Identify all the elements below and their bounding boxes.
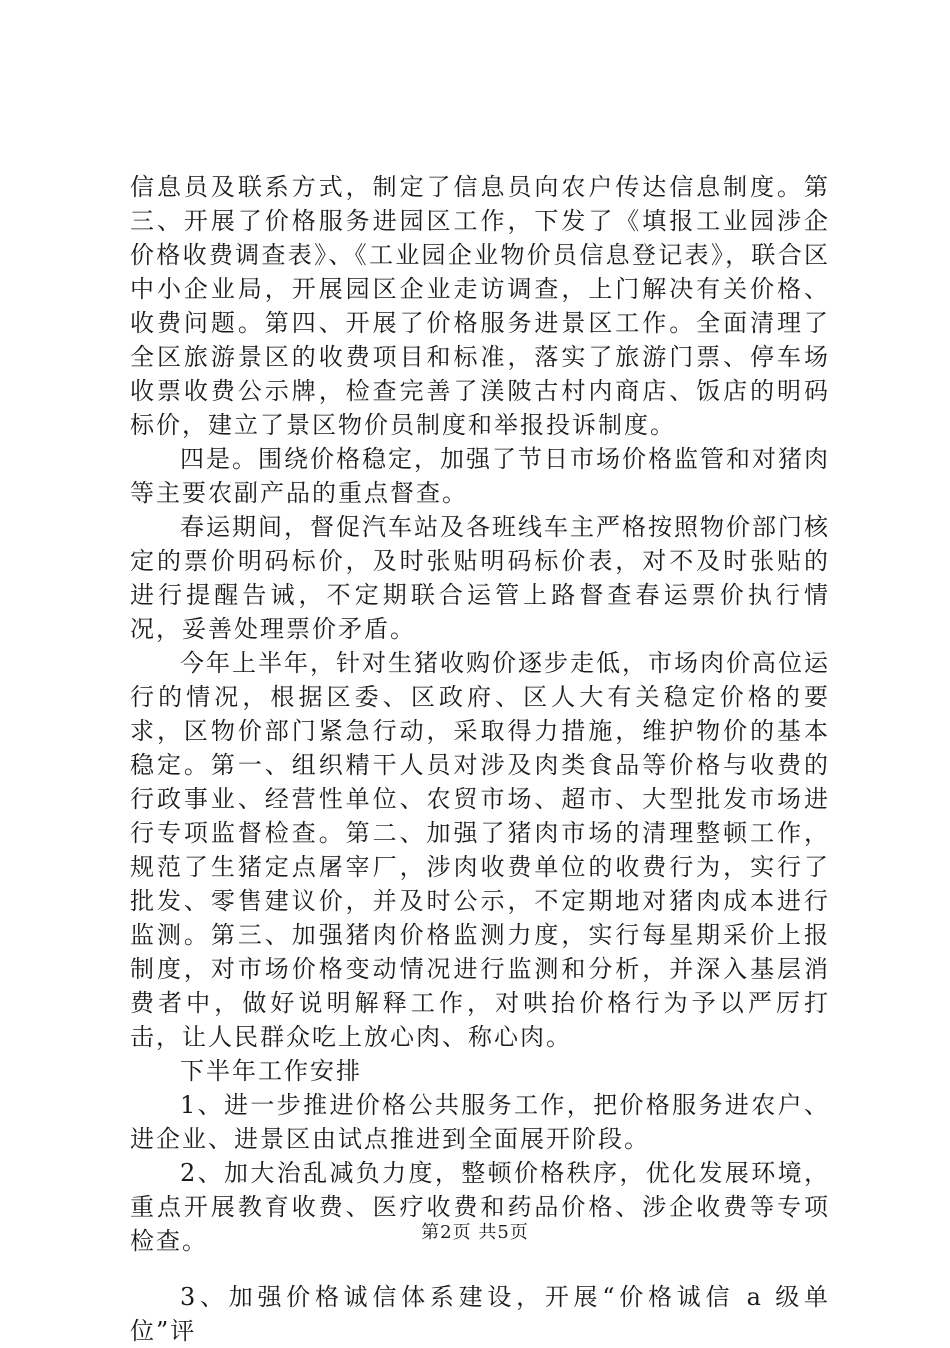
page-number: 第2页 共5页	[421, 1222, 529, 1243]
paragraph-pork-price: 今年上半年，针对生猪收购价逐步走低，市场肉价高位运行的情况，根据区委、区政府、区人大有关稳定价格的要求，区物价部门紧急行动，采取得力措施，维护物价的基本稳定。第一、组织精干人员对涉及肉类食品等价格与收费的行政事业、经营性单位、农贸市场、超市、大型批发市场进行专项监督检查。第二、加强了猪肉市场的清理整顿工作，规范了生猪定点屠宰厂，涉肉收费单位的收费行为，实行了批发、零售建议价，并及时公示，不定期地对猪肉成本进行监测。第三、加强猪肉价格监测力度，实行每星期采价上报制度，对市场价格变动情况进行监测和分析，并深入基层消费者中，做好说明解释工作，对哄抬价格行为予以严厉打击，让人民群众吃上放心肉、称心肉。	[130, 649, 830, 1051]
paragraph-spring-travel: 春运期间，督促汽车站及各班线车主严格按照物价部门核定的票价明码标价，及时张贴明码标价表，对不及时张贴的进行提醒告诫，不定期联合运管上路督查春运票价执行情况，妥善处理票价矛盾。	[130, 513, 830, 643]
plan-item-1: 1、进一步推进价格公共服务工作，把价格服务进农户、进企业、进景区由试点推进到全面展开阶段。	[130, 1091, 830, 1153]
plan-item-2: 2、加大治乱减负力度，整顿价格秩序，优化发展环境，重点开展教育收费、医疗收费和药品价格、涉企收费等专项检查。	[130, 1159, 830, 1255]
paragraph-price-stability: 四是。围绕价格稳定，加强了节日市场价格监管和对猪肉等主要农副产品的重点督查。	[130, 445, 830, 507]
page-footer	[0, 1218, 950, 1244]
paragraph-service-work: 信息员及联系方式，制定了信息员向农户传达信息制度。第三、开展了价格服务进园区工作，下发了《填报工业园涉企价格收费调查表》、《工业园企业物价员信息登记表》，联合区中小企业局，开展园区企业走访调查，上门解决有关价格、收费问题。第四、开展了价格服务进景区工作。全面清理了全区旅游景区的收费项目和标准，落实了旅游门票、停车场收票收费公示牌，检查完善了渼陂古村内商店、饭店的明码标价，建立了景区物价员制度和举报投诉制度。	[130, 173, 830, 439]
section-heading-second-half-plan: 下半年工作安排	[180, 1057, 362, 1085]
document-body	[130, 170, 830, 1348]
plan-item-3: 3、加强价格诚信体系建设，开展“价格诚信 a 级单位”评	[130, 1283, 830, 1345]
